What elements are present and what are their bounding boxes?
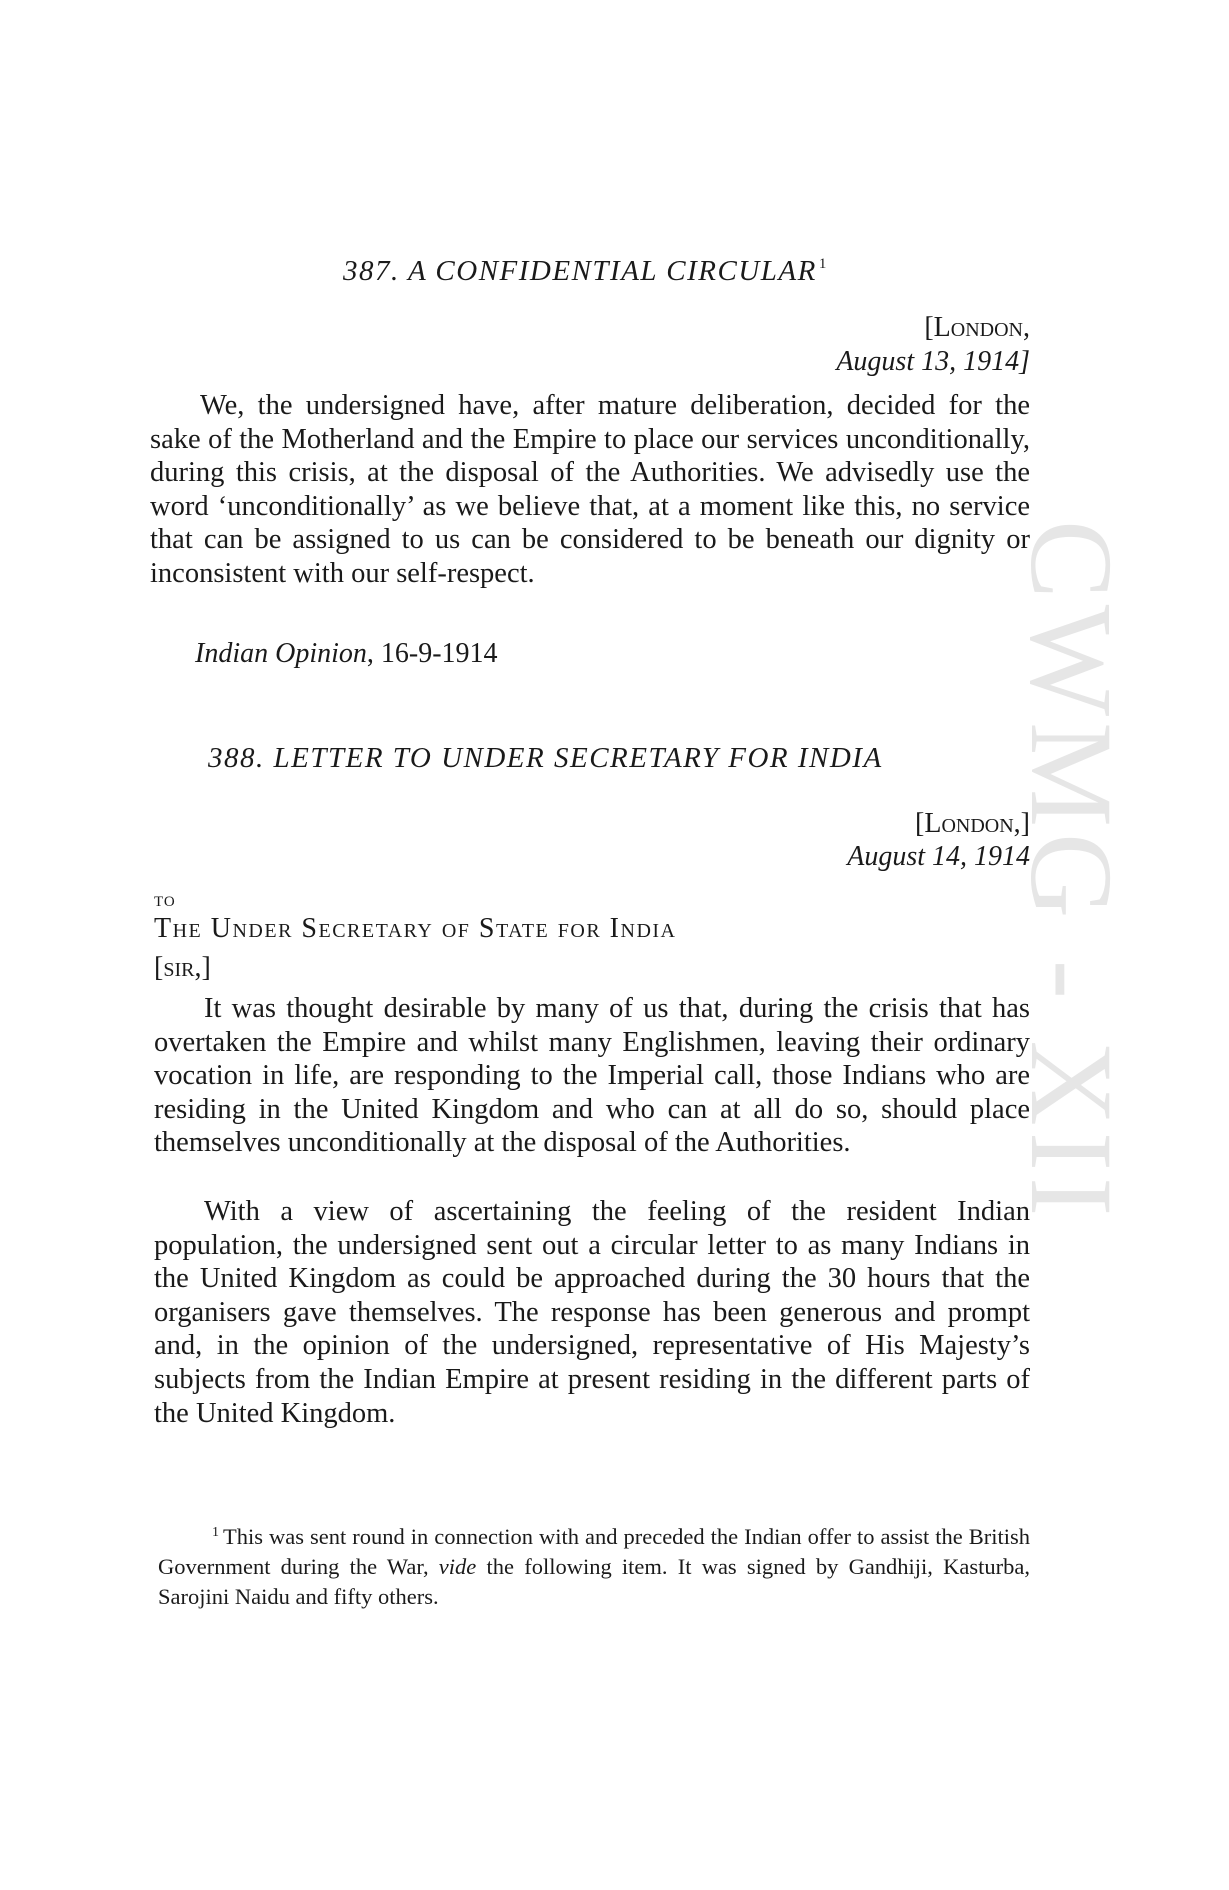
address-to: to [154,887,176,911]
heading-388: 388. LETTER TO UNDER SECRETARY FOR INDIA [208,742,883,774]
source-citation [195,638,498,670]
salutation: [sir,] [154,952,211,983]
date-388: August 14, 1914 [847,841,1030,872]
body-388-para-1: It was thought desirable by many of us that, during the crisis that has overtaken the Empire and whilst many Englishmen, leaving their ordinary vocation in life, are responding to the Imperial call, those Indians who are residing in the United Kingdom and who can at all do so, should place themselves unconditionally at the disposal of the Authorities. [154,993,1030,1159]
watermark: CWMG - XII [1006,520,1137,1223]
footnote-mark: 1 [212,1525,219,1540]
body-387: We, the undersigned have, after mature deliberation, decided for the sake of the Motherland and the Empire to place our services unconditionally, during this crisis, at the disposal of the Authorities. We advisedly use the word ‘unconditionally’ as we believe that, at a moment like this, no service that can be assigned to us can be considered to be beneath our dignity or inconsistent with our self-respect. [150,390,1030,589]
footnote-reference: 1 [818,256,828,272]
body-388-para-2: With a view of ascertaining the feeling of the resident Indian population, the undersigned sent out a circular letter to as many Indians in the United Kingdom as could be approached during the 30 hours that the organisers gave themselves. The response has been generous and prompt and, in the opinion of the undersigned, representative of His Majesty’s subjects from the Indian Empire at present residing in the different parts of the United Kingdom. [154,1196,1030,1429]
source-title: Indian Opinion [195,638,367,669]
footnote-text-after: the following item. It was signed by Gandhiji, Kasturba, Sarojini Naidu and fifty others. [158,1554,1030,1609]
source-date: , 16-9-1914 [366,638,498,669]
place-387: [London, [924,312,1030,343]
footnote-vide: vide [438,1554,477,1579]
footnote [158,1518,1030,1612]
place-388: [London,] [915,808,1030,839]
footnote-text-before: This was sent round in connection with and preceded the Indian offer to assist the British Government during the War, [158,1524,1030,1579]
heading-387 [343,255,828,288]
date-387: August 13, 1914] [836,346,1030,377]
heading-387-text: 387. A CONFIDENTIAL CIRCULAR [343,255,817,287]
addressee: The Under Secretary of State for India [154,913,677,944]
